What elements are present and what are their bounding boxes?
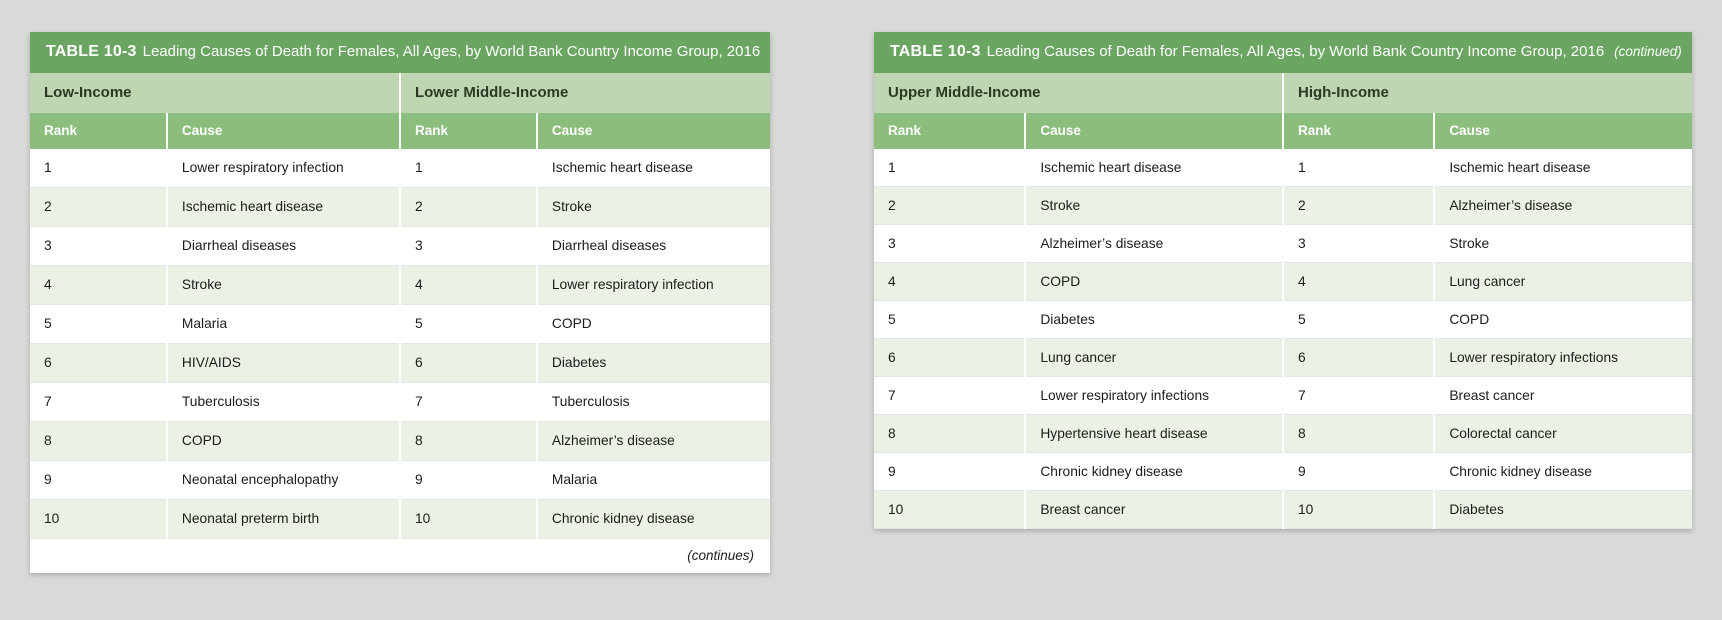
cell-cause: COPD [537,304,770,343]
table-row [874,376,1692,414]
cell-rank: 5 [400,304,537,343]
table-row [30,343,770,382]
cell-cause: Hypertensive heart disease [1025,414,1283,452]
column-header-cause-1: Cause [167,113,400,149]
table-row [30,304,770,343]
data-table-left [30,73,770,539]
cell-cause: Colorectal cancer [1434,414,1692,452]
cell-rank: 9 [1283,452,1434,490]
cell-rank: 4 [30,265,167,304]
cell-cause: Diabetes [1025,300,1283,338]
table-row [30,187,770,226]
cell-cause: COPD [167,421,400,460]
column-header-rank-2: Rank [1283,113,1434,149]
cell-rank: 8 [874,414,1025,452]
cell-rank: 1 [874,149,1025,187]
table-continued-right: (continued) [1614,44,1682,59]
cell-cause: Chronic kidney disease [537,499,770,538]
cell-cause: Stroke [167,265,400,304]
cell-cause: Ischemic heart disease [1434,149,1692,187]
cell-cause: Alzheimer’s disease [1434,186,1692,224]
table-number-left: TABLE 10-3 [46,43,137,60]
table-row [874,224,1692,262]
cell-rank: 8 [400,421,537,460]
cell-cause: Stroke [1025,186,1283,224]
cell-rank: 8 [30,421,167,460]
group-label-low-income: Low-Income [30,73,400,113]
column-header-rank-2: Rank [400,113,537,149]
cell-rank: 2 [874,186,1025,224]
cell-cause: Diarrheal diseases [167,226,400,265]
table-row [874,186,1692,224]
table-row [874,149,1692,187]
group-header-row [874,73,1692,113]
table-caption-left: Leading Causes of Death for Females, All Ages, by World Bank Country Income Group, 2016 [142,43,761,60]
cell-cause: COPD [1025,262,1283,300]
cell-cause: Ischemic heart disease [537,149,770,188]
column-header-cause-1: Cause [1025,113,1283,149]
cell-rank: 1 [30,149,167,188]
cell-rank: 5 [874,300,1025,338]
cell-rank: 7 [30,382,167,421]
cell-rank: 10 [874,490,1025,528]
cell-cause: Chronic kidney disease [1434,452,1692,490]
cell-rank: 2 [400,187,537,226]
group-header-row [30,73,770,113]
cell-rank: 2 [1283,186,1434,224]
cell-rank: 9 [400,460,537,499]
cell-cause: Malaria [167,304,400,343]
cell-cause: Ischemic heart disease [1025,149,1283,187]
table-row [30,460,770,499]
cell-cause: COPD [1434,300,1692,338]
cell-rank: 3 [400,226,537,265]
cell-rank: 1 [1283,149,1434,187]
column-header-cause-2: Cause [537,113,770,149]
table-row [30,382,770,421]
cell-cause: HIV/AIDS [167,343,400,382]
cell-cause: Tuberculosis [537,382,770,421]
cell-rank: 3 [874,224,1025,262]
cell-rank: 5 [1283,300,1434,338]
cell-rank: 6 [400,343,537,382]
data-table-right [874,73,1692,529]
cell-cause: Lung cancer [1434,262,1692,300]
cell-rank: 2 [30,187,167,226]
cell-cause: Lung cancer [1025,338,1283,376]
cell-cause: Alzheimer’s disease [537,421,770,460]
table-row [874,338,1692,376]
table-row [874,414,1692,452]
cell-rank: 4 [1283,262,1434,300]
cell-rank: 9 [30,460,167,499]
cell-cause: Diabetes [537,343,770,382]
cell-rank: 7 [874,376,1025,414]
table-number-right: TABLE 10-3 [890,43,981,60]
cell-cause: Chronic kidney disease [1025,452,1283,490]
column-header-rank-1: Rank [30,113,167,149]
cell-rank: 1 [400,149,537,188]
cell-cause: Lower respiratory infections [1434,338,1692,376]
cell-cause: Malaria [537,460,770,499]
cell-rank: 4 [400,265,537,304]
cell-rank: 7 [1283,376,1434,414]
table-card-right [874,32,1692,529]
cell-cause: Neonatal preterm birth [167,499,400,538]
cell-cause: Breast cancer [1434,376,1692,414]
cell-rank: 6 [30,343,167,382]
group-label-high-income: High-Income [1283,73,1692,113]
cell-rank: 8 [1283,414,1434,452]
table-row [30,149,770,188]
cell-cause: Diarrheal diseases [537,226,770,265]
table-row [874,490,1692,528]
cell-cause: Ischemic heart disease [167,187,400,226]
table-row [874,452,1692,490]
table-card-left [30,32,770,573]
cell-rank: 7 [400,382,537,421]
cell-rank: 3 [30,226,167,265]
cell-cause: Lower respiratory infections [1025,376,1283,414]
column-header-rank-1: Rank [874,113,1025,149]
cell-cause: Diabetes [1434,490,1692,528]
table-footnote-left: (continues) [30,539,770,573]
cell-rank: 6 [874,338,1025,376]
cell-rank: 10 [30,499,167,538]
group-label-lower-middle-income: Lower Middle-Income [400,73,770,113]
table-row [874,300,1692,338]
cell-rank: 4 [874,262,1025,300]
cell-cause: Neonatal encephalopathy [167,460,400,499]
group-label-upper-middle-income: Upper Middle-Income [874,73,1283,113]
cell-rank: 10 [1283,490,1434,528]
cell-rank: 3 [1283,224,1434,262]
table-row [30,499,770,538]
cell-rank: 10 [400,499,537,538]
cell-rank: 5 [30,304,167,343]
cell-rank: 6 [1283,338,1434,376]
cell-cause: Alzheimer’s disease [1025,224,1283,262]
table-row [30,226,770,265]
column-header-cause-2: Cause [1434,113,1692,149]
table-row [30,265,770,304]
table-title-right [874,32,1692,73]
table-caption-right: Leading Causes of Death for Females, All Ages, by World Bank Country Income Group, 2016 [986,43,1605,60]
table-row [30,421,770,460]
cell-cause: Lower respiratory infection [167,149,400,188]
column-header-row [30,113,770,149]
cell-cause: Stroke [1434,224,1692,262]
cell-cause: Breast cancer [1025,490,1283,528]
table-row [874,262,1692,300]
cell-rank: 9 [874,452,1025,490]
cell-cause: Stroke [537,187,770,226]
column-header-row [874,113,1692,149]
table-title-left [30,32,770,73]
cell-cause: Tuberculosis [167,382,400,421]
cell-cause: Lower respiratory infection [537,265,770,304]
